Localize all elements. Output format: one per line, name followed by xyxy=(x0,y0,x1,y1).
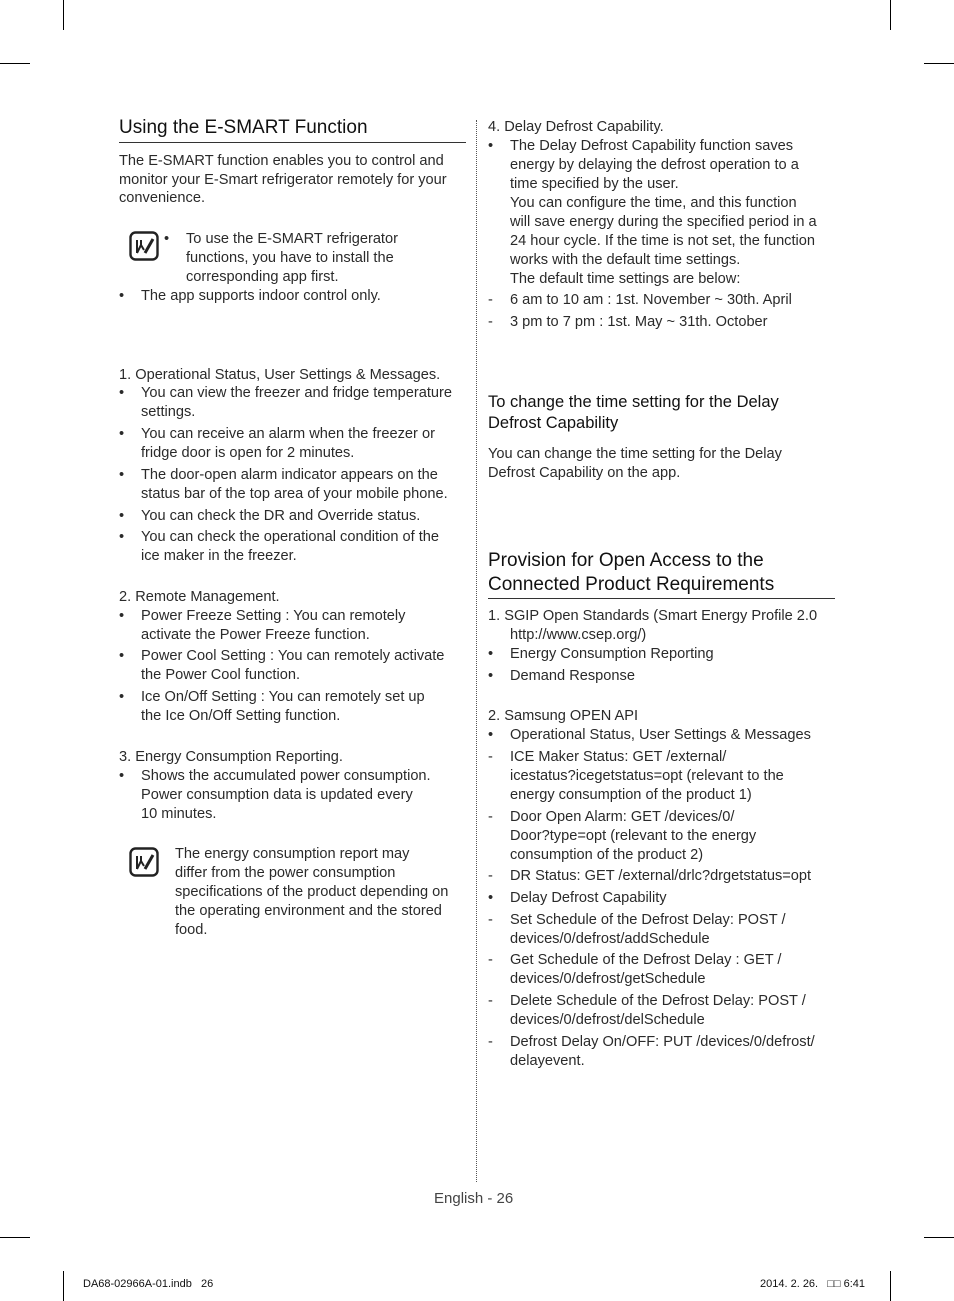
dash-item: delayevent. xyxy=(510,1053,585,1069)
note-icon xyxy=(129,231,159,261)
dash-item: devices/0/defrost/delSchedule xyxy=(510,1012,705,1028)
list-item: You can view the freezer and fridge temperature xyxy=(141,385,452,401)
paragraph-line: The Delay Defrost Capability function saves xyxy=(510,138,794,154)
dash-mark: - xyxy=(488,912,493,928)
bullet-dot: • xyxy=(164,231,170,247)
bullet-dot: • xyxy=(119,467,125,483)
subsection-title: To change the time setting for the Delay xyxy=(488,393,779,411)
dash-item: Door Open Alarm: GET /devices/0/ xyxy=(510,809,735,825)
bullet-dot: • xyxy=(488,668,494,684)
dash-mark: - xyxy=(488,1034,493,1050)
list-heading: 3. Energy Consumption Reporting. xyxy=(119,749,343,765)
column-divider xyxy=(476,120,477,1182)
list-item: Demand Response xyxy=(510,668,635,684)
bullet-dot: • xyxy=(119,508,125,524)
list-item: ice maker in the freezer. xyxy=(141,548,297,564)
list-heading: 2. Samsung OPEN API xyxy=(488,708,639,724)
dash-item: 3 pm to 7 pm : 1st. May ~ 31th. October xyxy=(510,314,768,330)
dash-item: Set Schedule of the Defrost Delay: POST / xyxy=(510,912,786,928)
list-heading: 1. SGIP Open Standards (Smart Energy Profile 2.0 xyxy=(488,608,818,624)
list-heading: 1. Operational Status, User Settings & Messages. xyxy=(119,367,441,383)
bullet-dot: • xyxy=(119,288,125,304)
bullet-dot: • xyxy=(488,890,494,906)
paragraph-line: Defrost Capability on the app. xyxy=(488,465,681,481)
list-item: fridge door is open for 2 minutes. xyxy=(141,445,355,461)
paragraph-line: 24 hour cycle. If the time is not set, the function xyxy=(510,233,816,249)
dash-item: Defrost Delay On/OFF: PUT /devices/0/defrost/ xyxy=(510,1034,815,1050)
dash-item: Get Schedule of the Defrost Delay : GET / xyxy=(510,952,782,968)
note-line: specifications of the product depending on xyxy=(175,884,449,900)
list-item: Power Cool Setting : You can remotely activate xyxy=(141,648,445,664)
list-heading: 2. Remote Management. xyxy=(119,589,280,605)
list-item: You can check the DR and Override status. xyxy=(141,508,421,524)
dash-item: Door?type=opt (relevant to the energy xyxy=(510,828,757,844)
dash-mark: - xyxy=(488,952,493,968)
title-rule xyxy=(119,142,466,143)
dash-mark: - xyxy=(488,868,493,884)
title-rule xyxy=(488,598,835,599)
list-item: Power Freeze Setting : You can remotely xyxy=(141,608,406,624)
note-line: functions, you have to install the xyxy=(186,250,394,266)
date-slug: 2014. 2. 26. □□ 6:41 xyxy=(760,1278,866,1290)
paragraph-line: will save energy during the specified period in a xyxy=(510,214,817,230)
list-item: You can check the operational condition of the xyxy=(141,529,440,545)
paragraph-line: The default time settings are below: xyxy=(510,271,741,287)
bullet-dot: • xyxy=(488,646,494,662)
list-item: Operational Status, User Settings & Messages xyxy=(510,727,811,743)
bullet-dot: • xyxy=(488,138,494,154)
paragraph-line: You can change the time setting for the Delay xyxy=(488,446,782,462)
dash-item: consumption of the product 2) xyxy=(510,847,704,863)
note-line: differ from the power consumption xyxy=(175,865,396,881)
dash-item: ICE Maker Status: GET /external/ xyxy=(510,749,727,765)
list-item: The door-open alarm indicator appears on the xyxy=(141,467,438,483)
section-title: Provision for Open Access to the xyxy=(488,550,764,571)
paragraph-line: energy by delaying the defrost operation to a xyxy=(510,157,799,173)
section-title: Using the E-SMART Function xyxy=(119,117,368,138)
note-line: The app supports indoor control only. xyxy=(141,288,381,304)
bullet-dot: • xyxy=(119,689,125,705)
paragraph-line: You can configure the time, and this function xyxy=(510,195,797,211)
note-icon xyxy=(129,847,159,877)
list-item: Shows the accumulated power consumption. xyxy=(141,768,431,784)
note-line: The energy consumption report may xyxy=(175,846,410,862)
list-item: Ice On/Off Setting : You can remotely set up xyxy=(141,689,425,705)
page-number: English - 26 xyxy=(434,1190,514,1207)
section-title: Connected Product Requirements xyxy=(488,574,775,595)
paragraph-line: works with the default time settings. xyxy=(510,252,741,268)
dash-mark: - xyxy=(488,314,493,330)
list-item: Energy Consumption Reporting xyxy=(510,646,714,662)
list-item: settings. xyxy=(141,404,196,420)
list-item: You can receive an alarm when the freezer or xyxy=(141,426,435,442)
dash-item: energy consumption of the product 1) xyxy=(510,787,752,803)
list-item: 10 minutes. xyxy=(141,806,217,822)
bullet-dot: • xyxy=(119,385,125,401)
bullet-dot: • xyxy=(119,648,125,664)
dash-mark: - xyxy=(488,749,493,765)
list-heading: 4. Delay Defrost Capability. xyxy=(488,119,664,135)
bullet-dot: • xyxy=(119,608,125,624)
dash-item: Delete Schedule of the Defrost Delay: POST / xyxy=(510,993,806,1009)
dash-item: 6 am to 10 am : 1st. November ~ 30th. April xyxy=(510,292,792,308)
list-item: activate the Power Freeze function. xyxy=(141,627,370,643)
note-line: food. xyxy=(175,922,208,938)
dash-item: icestatus?icegetstatus=opt (relevant to the xyxy=(510,768,784,784)
list-heading: http://www.csep.org/) xyxy=(510,627,647,643)
dash-mark: - xyxy=(488,993,493,1009)
bullet-dot: • xyxy=(119,426,125,442)
paragraph-line: time specified by the user. xyxy=(510,176,679,192)
dash-item: devices/0/defrost/addSchedule xyxy=(510,931,710,947)
bullet-dot: • xyxy=(119,529,125,545)
dash-mark: - xyxy=(488,292,493,308)
bullet-dot: • xyxy=(119,768,125,784)
bullet-dot: • xyxy=(488,727,494,743)
list-item: Power consumption data is updated every xyxy=(141,787,413,803)
intro-line: The E-SMART function enables you to control and xyxy=(119,153,444,169)
list-item: Delay Defrost Capability xyxy=(510,890,667,906)
dash-mark: - xyxy=(488,809,493,825)
dash-item: devices/0/defrost/getSchedule xyxy=(510,971,706,987)
dash-item: DR Status: GET /external/drlc?drgetstatus=opt xyxy=(510,868,812,884)
subsection-title: Defrost Capability xyxy=(488,414,619,432)
note-line: the operating environment and the stored xyxy=(175,903,442,919)
note-line: To use the E-SMART refrigerator xyxy=(186,231,398,247)
list-item: the Power Cool function. xyxy=(141,667,300,683)
intro-line: monitor your E-Smart refrigerator remotely for your xyxy=(119,172,447,188)
intro-line: convenience. xyxy=(119,190,206,206)
list-item: the Ice On/Off Setting function. xyxy=(141,708,341,724)
note-line: corresponding app first. xyxy=(186,269,339,285)
list-item: status bar of the top area of your mobile phone. xyxy=(141,486,448,502)
file-slug: DA68-02966A-01.indb 26 xyxy=(83,1278,214,1290)
